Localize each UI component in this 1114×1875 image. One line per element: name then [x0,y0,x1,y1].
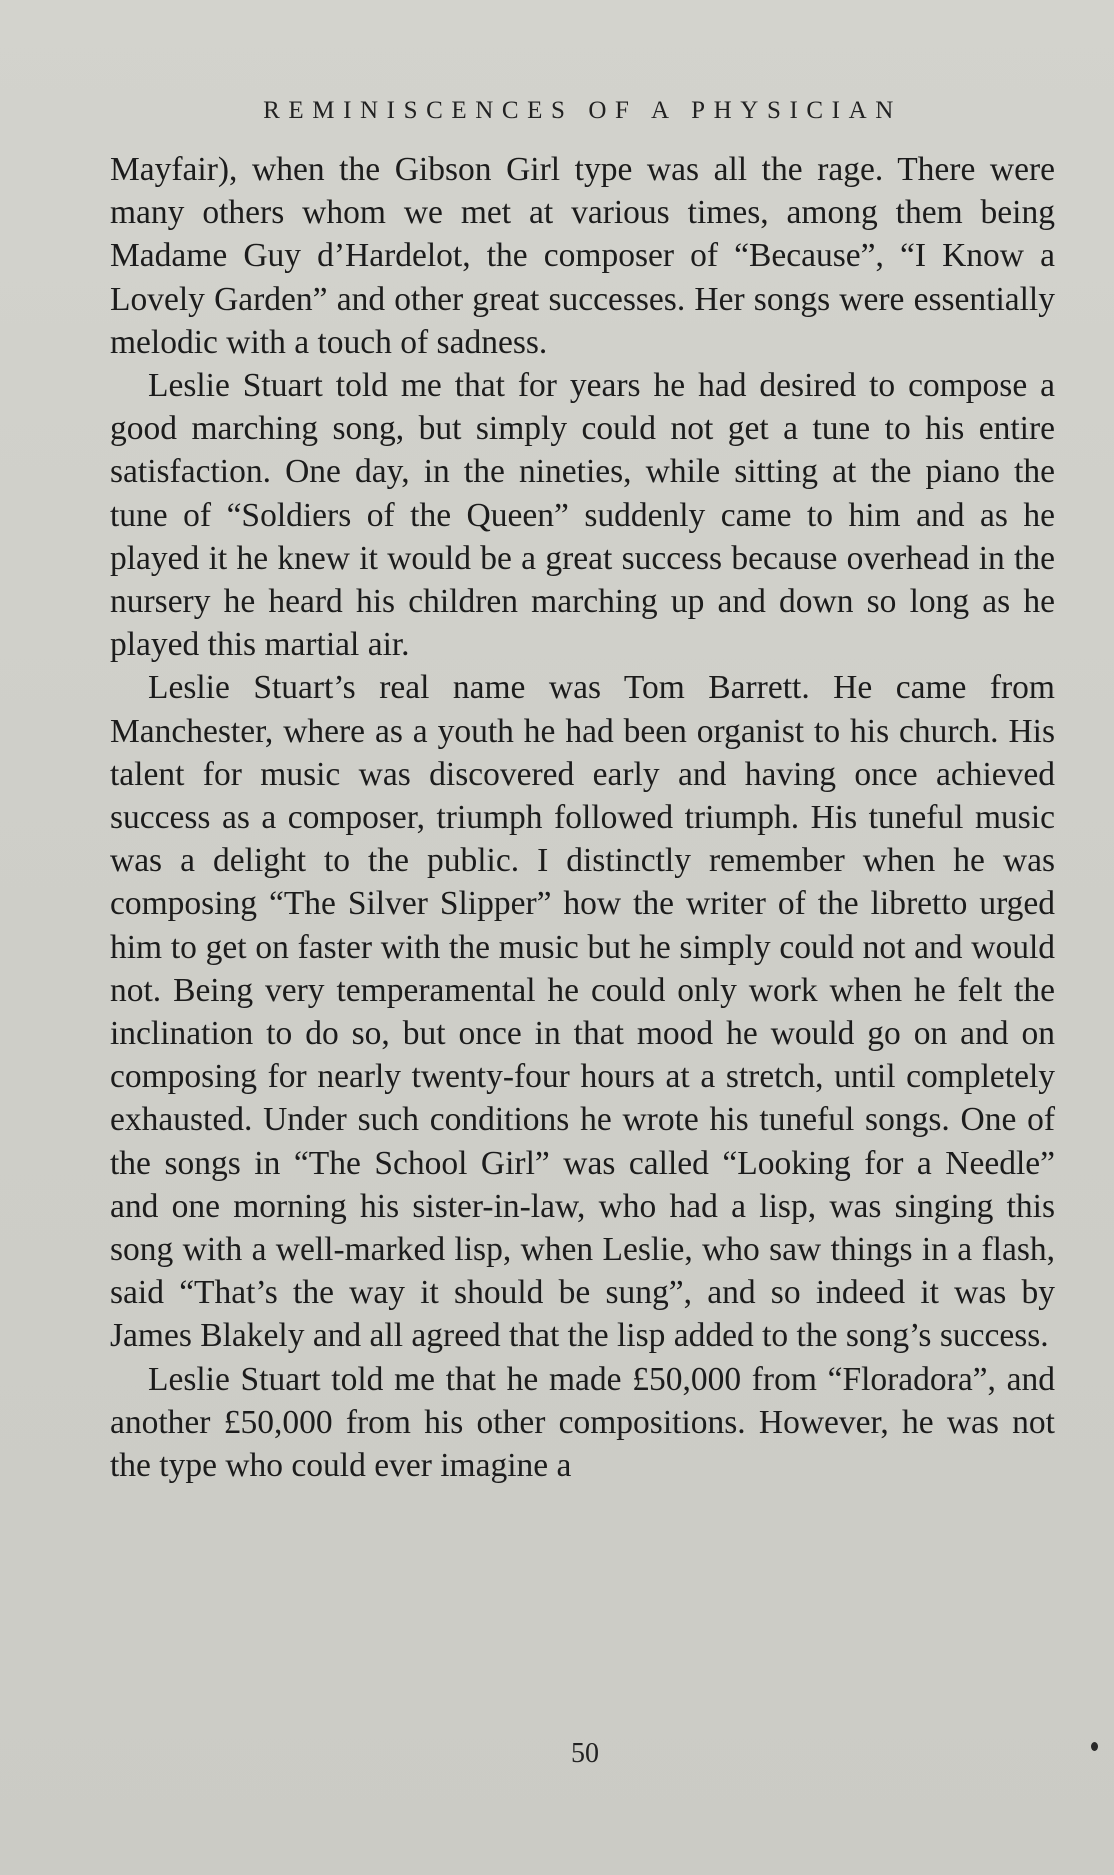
body-text [110,148,1055,1487]
page-number: 50 [571,1738,599,1769]
paragraph-tom-barrett: Leslie Stuart’s real name was Tom Barrett. He came from Manchester, where as a youth he had been organist to his church. His talent for music was discovered early and having once achieved success as a composer, triumph followed triumph. His tuneful music was a delight to the public. I distinctly remember when he was composing “The Silver Slipper” how the writer of the libretto urged him to get on faster with the music but he simply could not and would not. Being very temperamental he could only work when he felt the inclination to do so, but once in that mood he would go on and on composing for nearly twenty-four hours at a stretch, until completely exhausted. Under such conditions he wrote his tuneful songs. One of the songs in “The School Girl” was called “Looking for a Needle” and one morning his sister-in-law, who had a lisp, was singing this song with a well-marked lisp, when Leslie, who saw things in a flash, said “That’s the way it should be sung”, and so indeed it was by James Blakely and all agreed that the lisp added to the song’s success. [110,669,1055,1355]
ink-speck [1091,1742,1098,1751]
paragraph-marching-song: Leslie Stuart told me that for years he had desired to compose a good marching song, but simply could not get a tune to his entire satisfaction. One day, in the nineties, while sitting at the piano the tune of “Soldiers of the Queen” suddenly came to him and as he played it he knew it would be a great success because overhead in the nursery he heard his children marching up and down so long as he played this martial air. [110,367,1055,664]
running-head: REMINISCENCES OF A PHYSICIAN [263,97,902,124]
paragraph-floradora: Leslie Stuart told me that he made £50,000 from “Floradora”, and another £50,000 from his other compositions. However, he was not the type who could ever imagine a [110,1360,1055,1485]
paragraph-continued: Mayfair), when the Gibson Girl type was all the rage. There were many others whom we met at various times, among them being Madame Guy d’Hardelot, the composer of “Because”, “I Know a Lovely Garden” and other great successes. Her songs were essentially melodic with a touch of sadness. [110,151,1055,361]
